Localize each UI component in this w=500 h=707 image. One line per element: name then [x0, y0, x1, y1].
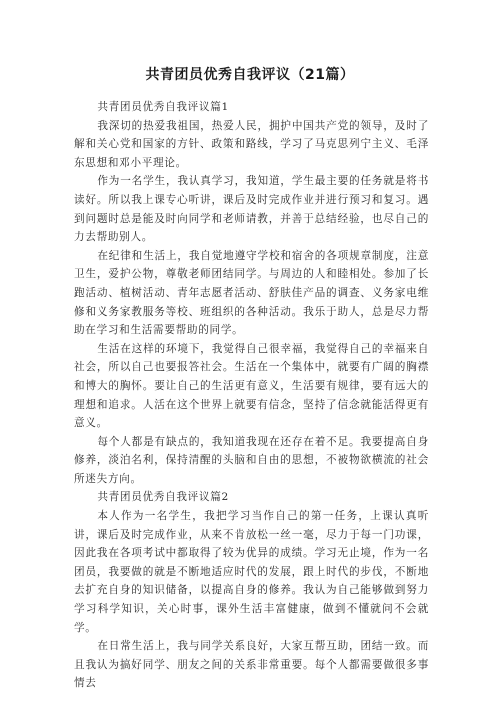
paragraph: 我深切的热爱我祖国，热爱人民，拥护中国共产党的领导，及时了解和关心党和国家的方针、政策和路线，学习了马克思列宁主义、毛泽东思想和邓小平理论。 — [74, 119, 429, 169]
paragraph: 作为一名学生，我认真学习，我知道，学生最主要的任务就是将书读好。所以我上课专心听讲，课后及时完成作业并进行预习和复习。遇到问题时总是能及时向同学和老师请教，并善于总结经验，也尽自己的力去帮助别人。 — [74, 175, 429, 244]
section-heading-2: 共青团员优秀自我评议篇2 — [97, 491, 229, 504]
document-body — [74, 98, 429, 693]
section-heading-1: 共青团员优秀自我评议篇1 — [97, 101, 229, 113]
paragraph: 每个人都是有缺点的，我知道我现在还存在着不足。我要提高自身修养，淡泊名利，保持清醒的头脑和自由的思想，不被物欲横流的社会所迷失方向。 — [74, 435, 429, 485]
paragraph: 生活在这样的环境下，我觉得自己很幸福，我觉得自己的幸福来自社会，所以自己也要报答社会。生活在一个集体中，就要有广阔的胸襟和博大的胸怀。要让自己的生活更有意义，生活要有规律，要有远大的理想和追求。人活在这个世界上就要有信念，坚持了信念就能活得更有意义。 — [74, 342, 429, 430]
paragraph: 在纪律和生活上，我自觉地遵守学校和宿舍的各项规章制度，注意卫生，爱护公物，尊敬老师团结同学。与周边的人和睦相处。参加了长跑活动、植树活动、青年志愿者活动、舒肤佳产品的调查、义务家电维修和义务家教服务等校、班组织的各种活动。我乐于助人，总是尽力帮助在学习和生活需要帮助的同学。 — [74, 249, 429, 337]
paragraph: 本人作为一名学生，我把学习当作自己的第一任务，上课认真听讲，课后及时完成作业，从来不肯放松一丝一毫，尽力于每一门功课，因此我在各项考试中都取得了较为优异的成绩。学习无止境，作为一名团员，我要做的就是不断地适应时代的发展，跟上时代的步伐，不断地去扩充自身的知识储备，以提高自身的修养。我认为自己能够做到努力学习科学知识，关心时事，课外生活丰富健康，做到不懂就问不会就学。 — [74, 510, 429, 634]
document-title: 共青团员优秀自我评议（21篇） — [145, 67, 355, 83]
paragraph: 在日常生活上，我与同学关系良好，大家互帮互助，团结一致。而且我认为搞好同学、朋友之间的关系非常重要。每个人都需要做很多事情去 — [74, 640, 429, 690]
